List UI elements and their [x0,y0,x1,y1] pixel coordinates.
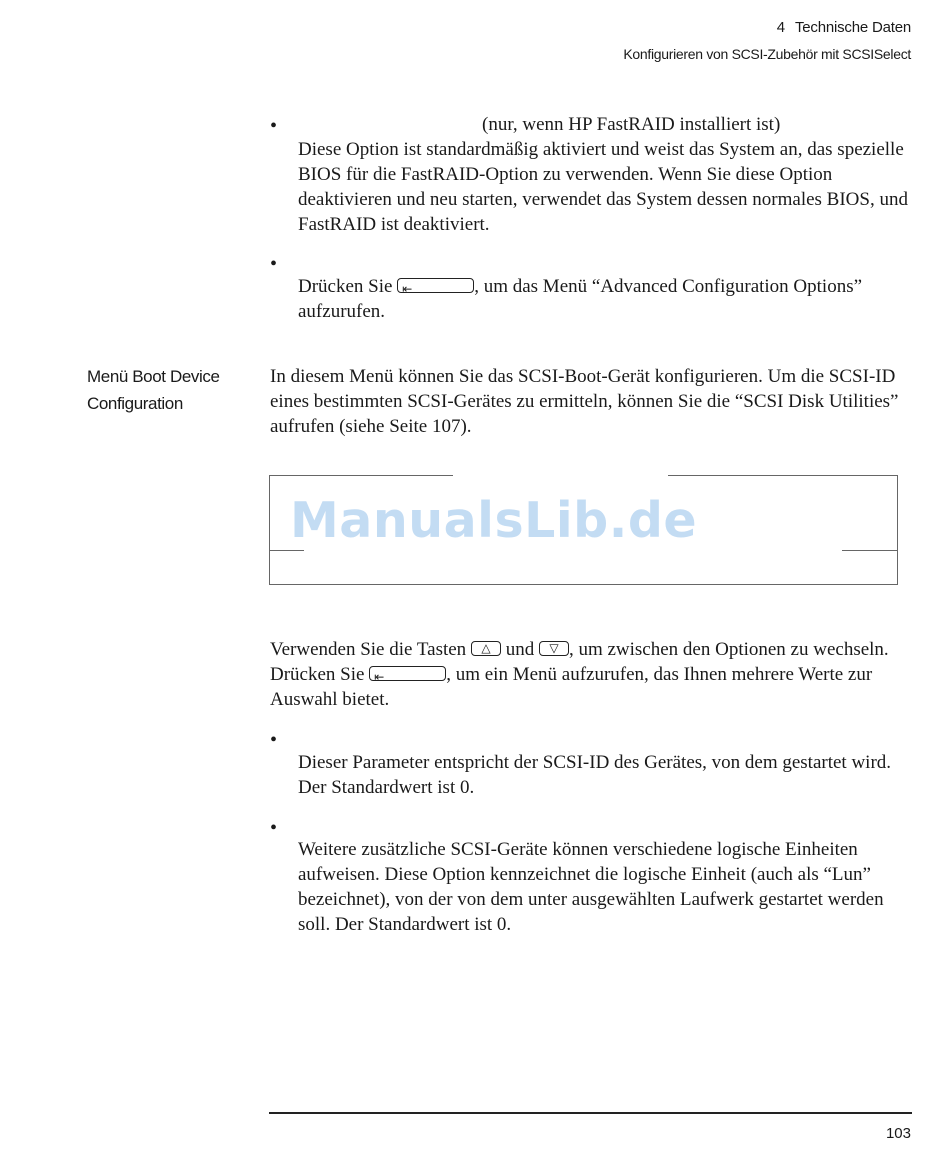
up-arrow-key-icon: △ [471,641,501,656]
watermark: ManualsLib.de [290,492,698,549]
bullet-fastraid: • [270,115,278,137]
running-header [623,17,911,65]
enter-key-icon [397,278,474,297]
nav-text-4: , um ein Menü aufzurufen, das Ihnen mehrere Werte zur Auswahl bietet. [270,664,873,710]
side-heading: Menü Boot Device Configuration [87,367,220,413]
fastraid-note: (nur, wenn HP FastRAID installiert ist) [482,114,781,135]
chapter-number: 4 [776,19,785,36]
return-arrow-icon-2: ⇤ [374,670,385,685]
bullet-boot-id: • [270,729,278,751]
nav-text-1: Verwenden Sie die Tasten [270,639,467,660]
chapter-title: Technische Daten [794,19,911,36]
bullet-advanced: • [270,253,278,275]
page-number: 103 [885,1125,911,1142]
boot-id-description: Dieser Parameter entspricht der SCSI-ID des Gerätes, von dem gestartet wird. Der Standardwert ist 0. [298,752,892,798]
bullet-boot-lun: • [270,817,278,839]
fastraid-description: Diese Option ist standardmäßig aktiviert und weist das System an, das spezielle BIOS für die FastRAID-Option zu verwenden. Wenn Sie diese Option deaktivieren und neu starten, verwendet das System dessen normales BIOS, und FastRAID ist deaktiviert. [298,139,908,235]
return-arrow-icon: ⇤ [402,282,413,297]
enter-key-icon-2 [369,666,446,685]
advanced-config-text [298,274,918,324]
chapter-heading [623,17,911,39]
boot-lun-description: Weitere zusätzliche SCSI-Geräte können verschiedene logische Einheiten aufweisen. Diese Option kennzeichnet die logische Einheit (auch als “Lun” bezeichnet), von der von dem unter ausgewählten Laufwerk gestartet werden soll. Der Standardwert ist 0. [298,839,884,935]
advanced-text-before: Drücken Sie [298,276,393,297]
section-subtitle: Konfigurieren von SCSI-Zubehör mit SCSISelect [623,46,911,62]
navigation-instructions [270,637,915,712]
frame-mid-right-line [842,550,897,551]
section-intro: In diesem Menü können Sie das SCSI-Boot-Gerät konfigurieren. Um die SCSI-ID eines bestimmten SCSI-Gerätes zu ermitteln, können Sie die “SCSI Disk Utilities” aufrufen (siehe Seite 107). [270,366,899,437]
advanced-text-after: , um das Menü “Advanced Configuration Options” aufzurufen. [298,276,863,322]
nav-text-3: , um zwischen den Optionen zu wechseln. Drücken Sie [270,639,889,685]
nav-text-2: und [505,639,535,660]
frame-top-right-line [668,475,897,476]
frame-top-left-line [270,475,453,476]
down-arrow-key-icon: ▽ [539,641,569,656]
footer-rule [269,1112,912,1114]
